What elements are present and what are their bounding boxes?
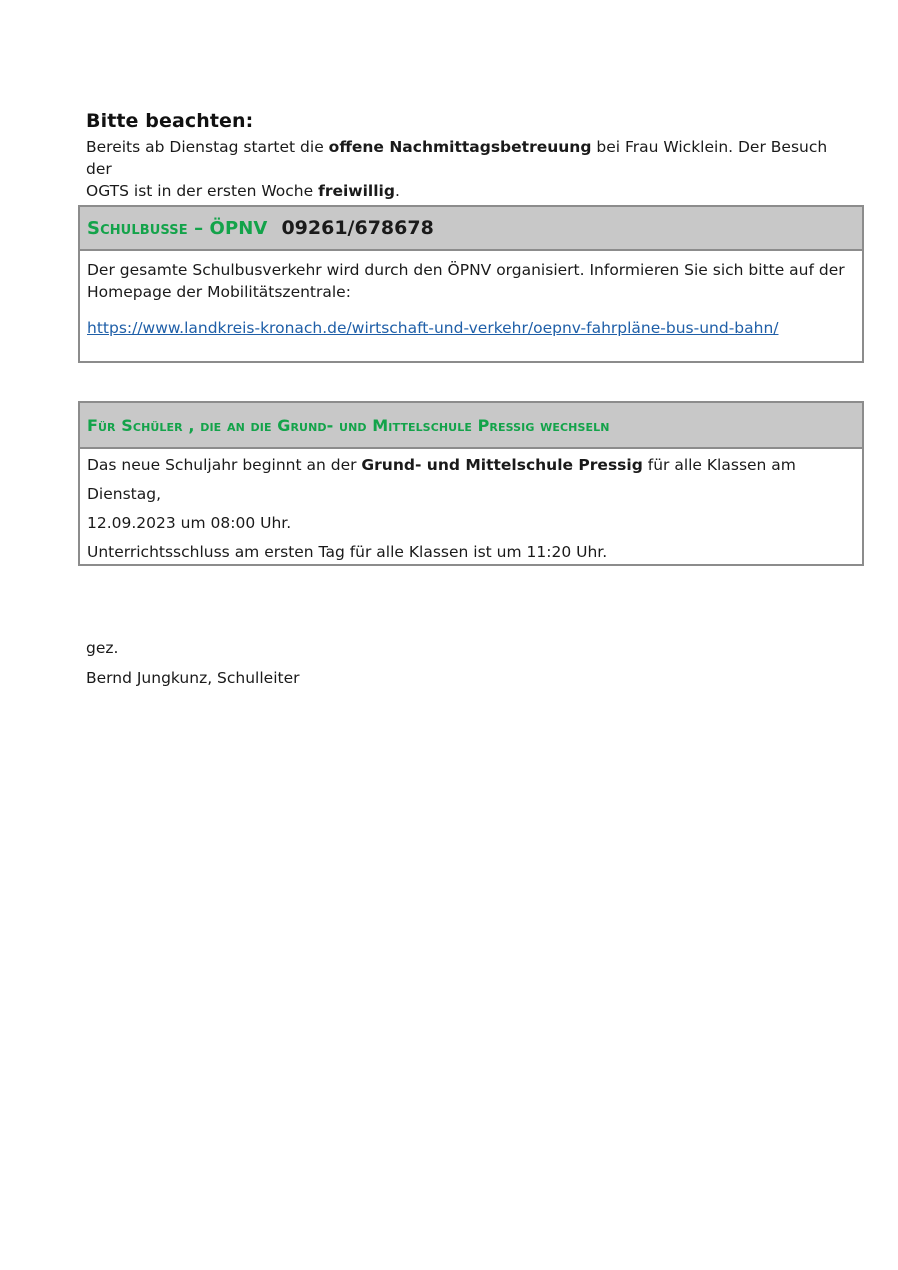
notice-text-part: bei Frau Wicklein. Der Besuch der [86,138,828,178]
transfer-text-part: Das neue Schuljahr beginnt an der [87,456,362,474]
transfer-header [80,403,862,449]
transfer-box [78,401,864,566]
notice-text [86,136,856,202]
school-bus-link-line [87,317,855,339]
transfer-body [80,449,862,577]
school-bus-text: Der gesamte Schulbusverkehr wird durch den ÖPNV organisiert. Informieren Sie sich bitte auf der Homepage der Mobilitätszentrale: [87,261,845,301]
signature-gez: gez. [86,639,119,657]
transfer-line-3: Unterrichtsschluss am ersten Tag für alle Klassen ist um 11:20 Uhr. [87,543,608,561]
school-bus-body [80,251,862,349]
transfer-school-name: Grund- und Mittelschule Pressig [361,456,643,474]
notice-emphasis: freiwillig [318,182,395,200]
signature-block [86,633,300,693]
school-bus-phone: 09261/678678 [281,217,434,239]
signature-name: Bernd Jungkunz, Schulleiter [86,669,300,687]
school-bus-box [78,205,864,363]
notice-emphasis: offene Nachmittagsbetreuung [328,138,592,156]
school-bus-header [80,207,862,251]
notice-text-part: Bereits ab Dienstag startet die [86,138,329,156]
notice-section [86,110,856,202]
notice-text-part: OGTS ist in der ersten Woche [86,182,319,200]
notice-text-part: . [394,182,400,200]
school-bus-title: Schulbusse – ÖPNV [87,217,268,239]
transfer-text-part: für alle Klassen am Dienstag, [87,456,796,503]
mobility-center-link[interactable]: https://www.landkreis-kronach.de/wirtschaft-und-verkehr/oepnv-fahrpläne-bus-und-bahn/ [87,319,779,337]
transfer-title: Für Schüler , die an die Grund- und Mittelschule Pressig wechseln [87,415,610,435]
transfer-line-1 [87,451,855,509]
transfer-line-2: 12.09.2023 um 08:00 Uhr. [87,514,292,532]
notice-heading: Bitte beachten: [86,110,254,132]
